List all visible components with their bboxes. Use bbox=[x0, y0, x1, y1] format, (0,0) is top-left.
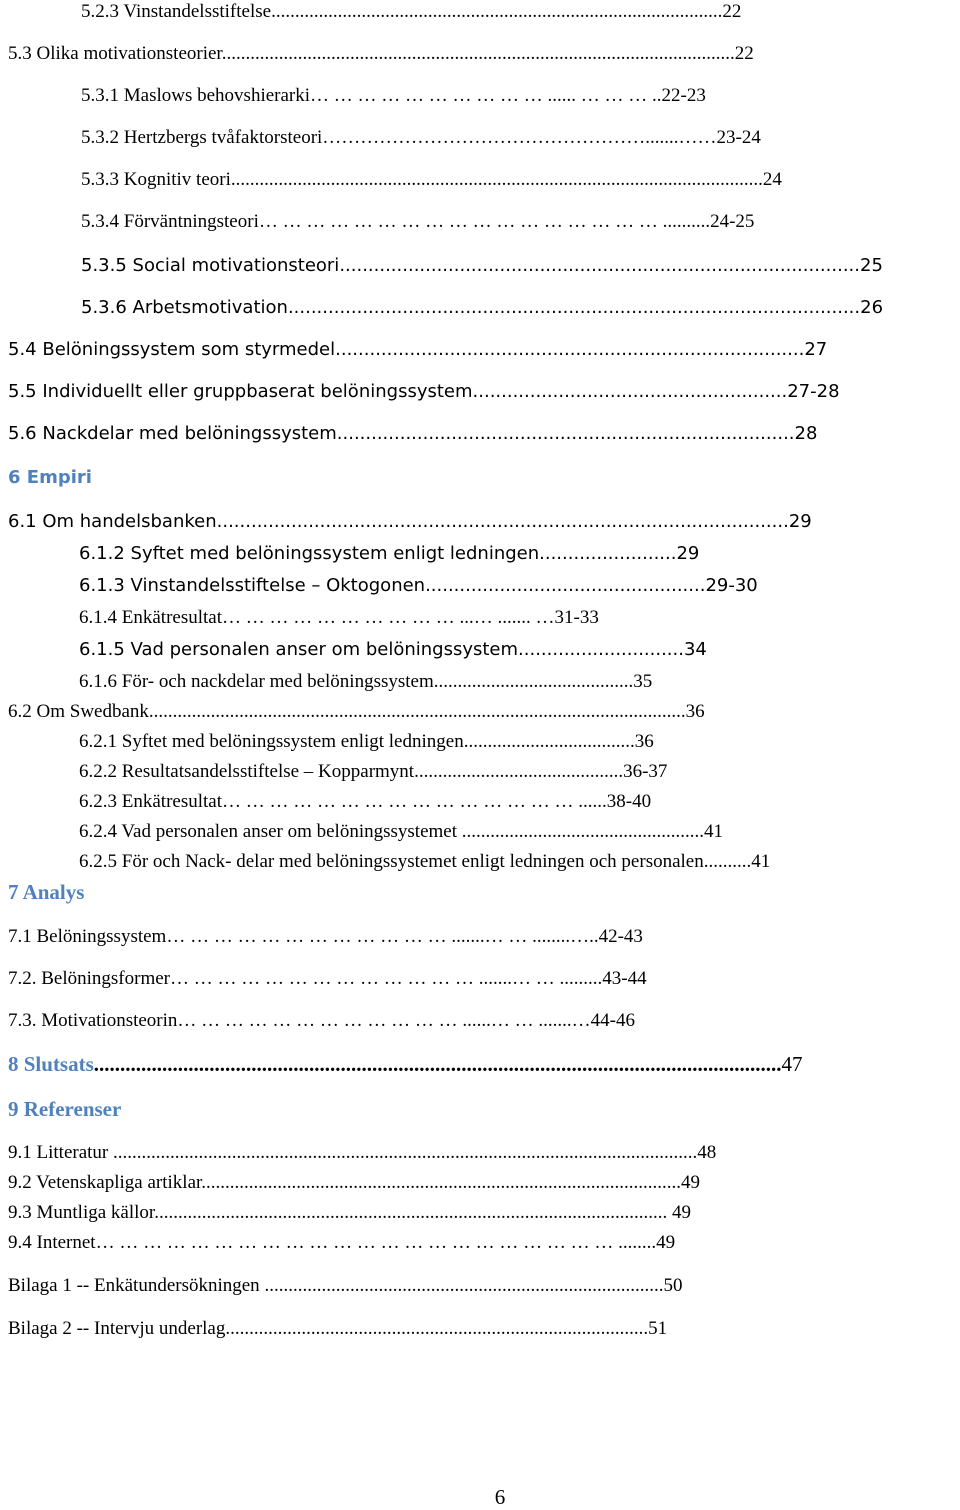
toc-entry-label: 7.2. Belöningsformer bbox=[8, 968, 171, 989]
toc-entry-label: 9.1 Litteratur bbox=[8, 1142, 113, 1163]
toc-leader: … … … … … … … … … … ...… ....... … bbox=[222, 607, 555, 628]
toc-leader: .................................................................................................... bbox=[287, 297, 861, 318]
section-heading[interactable] bbox=[8, 1051, 803, 1077]
toc-entry-label: 6.1.5 Vad personalen anser om belöningssystem bbox=[79, 639, 519, 660]
toc-leader: ................................................................................................................. bbox=[148, 701, 686, 722]
toc-entry-label: 5.3.4 Förväntningsteori bbox=[81, 211, 259, 232]
toc-page-number: 27 bbox=[804, 339, 828, 360]
toc-entry[interactable] bbox=[8, 1009, 635, 1033]
toc-leader: …………………………………………….......…… bbox=[322, 127, 717, 148]
toc-page-number: 23-24 bbox=[716, 127, 761, 148]
toc-page-number: 50 bbox=[663, 1275, 683, 1296]
toc-entry-label: 6.2.2 Resultatsandelsstiftelse – Kopparmynt bbox=[79, 761, 415, 782]
toc-leader: ............................................................................................... bbox=[271, 1, 723, 22]
section-heading-label: 9 Referenser bbox=[8, 1097, 122, 1121]
page-number: 6 bbox=[494, 1485, 506, 1509]
toc-page-number: 29 bbox=[676, 543, 700, 564]
toc-entry[interactable] bbox=[8, 380, 840, 404]
toc-entry[interactable] bbox=[79, 820, 723, 844]
toc-entry[interactable] bbox=[79, 730, 654, 754]
toc-page-number: 41 bbox=[704, 821, 723, 842]
toc-leader: … … … … … … … … … … … … … .......… … ......... bbox=[170, 968, 603, 989]
toc-entry-label: 7.3. Motivationsteorin bbox=[8, 1010, 178, 1031]
toc-entry-label: 5.3 Olika motivationsteorier bbox=[8, 43, 222, 64]
section-heading-label: 7 Analys bbox=[8, 880, 85, 904]
toc-entry[interactable] bbox=[8, 338, 827, 362]
toc-leader: ............................................................................................................ bbox=[154, 1202, 672, 1223]
toc-entry[interactable] bbox=[79, 606, 599, 630]
toc-leader: .................................... bbox=[463, 731, 635, 752]
toc-page-number: 48 bbox=[697, 1142, 717, 1163]
toc-entry[interactable] bbox=[81, 84, 706, 108]
toc-entry-label: 6.1.6 För- och nackdelar med belöningssystem bbox=[79, 671, 434, 692]
toc-page-number: 49 bbox=[671, 1202, 691, 1223]
toc-entry[interactable] bbox=[8, 1201, 691, 1225]
toc-entry[interactable] bbox=[8, 1141, 716, 1165]
toc-page-number: 49 bbox=[656, 1232, 676, 1253]
toc-leader: ................................................................................................................ bbox=[230, 169, 763, 190]
toc-leader: ................................................... bbox=[457, 821, 704, 842]
toc-entry-label: 6.1.3 Vinstandelsstiftelse – Oktogonen bbox=[79, 575, 426, 596]
toc-page-number: 43-44 bbox=[602, 968, 647, 989]
toc-entry[interactable] bbox=[79, 574, 758, 598]
toc-leader: … … … … … … … … … … … … .......… … ........….. bbox=[166, 926, 599, 947]
toc-page-number: 36 bbox=[685, 701, 705, 722]
toc-page-number: 28 bbox=[794, 423, 818, 444]
toc-leader: ............................. bbox=[518, 639, 684, 660]
toc-entry[interactable] bbox=[81, 296, 883, 320]
toc-entry[interactable] bbox=[8, 42, 754, 66]
toc-entry-label: 9.3 Muntliga källor bbox=[8, 1202, 155, 1223]
toc-entry[interactable] bbox=[79, 638, 707, 662]
toc-page-number: 25 bbox=[860, 255, 883, 276]
toc-entry-label: 5.3.3 Kognitiv teori bbox=[81, 169, 231, 190]
toc-page-number: 27-28 bbox=[787, 381, 840, 402]
section-heading[interactable] bbox=[8, 465, 92, 491]
toc-entry[interactable] bbox=[8, 700, 705, 724]
toc-entry-label: 6.2.1 Syftet med belöningssystem enligt ledningen bbox=[79, 731, 464, 752]
toc-entry-label: 9.4 Internet bbox=[8, 1232, 96, 1253]
toc-entry[interactable] bbox=[81, 254, 883, 278]
toc-page-number: 26 bbox=[860, 297, 884, 318]
section-heading-label: 8 Slutsats bbox=[8, 1052, 94, 1076]
toc-entry[interactable] bbox=[81, 126, 761, 150]
toc-leader: .................................................................................... bbox=[264, 1275, 664, 1296]
toc-leader: .......................................... bbox=[433, 671, 634, 692]
toc-page-number: 29 bbox=[788, 511, 812, 532]
toc-entry[interactable] bbox=[8, 1274, 682, 1298]
toc-entry-label: 5.4 Belöningssystem som styrmedel bbox=[8, 339, 336, 360]
toc-entry-label: 5.3.6 Arbetsmotivation bbox=[81, 297, 288, 318]
toc-page-number: 24 bbox=[762, 169, 782, 190]
toc-leader: … … … … … … … … … … … … … … … … … .......... bbox=[258, 211, 711, 232]
toc-entry-label: 7.1 Belöningssystem bbox=[8, 926, 167, 947]
section-heading[interactable] bbox=[8, 1096, 121, 1122]
toc-leader: ................................................. bbox=[425, 575, 706, 596]
toc-entry[interactable] bbox=[8, 510, 812, 534]
toc-page-number: 22-23 bbox=[661, 85, 706, 106]
toc-page-number: 31-33 bbox=[554, 607, 599, 628]
toc-page-number: 34 bbox=[683, 639, 707, 660]
toc-page-number: 38-40 bbox=[606, 791, 652, 812]
toc-page-number: 29-30 bbox=[705, 575, 758, 596]
toc-leader: .................................................................................. bbox=[335, 339, 805, 360]
toc-entry[interactable] bbox=[8, 1231, 675, 1255]
toc-page-number: 22 bbox=[734, 43, 754, 64]
section-heading-label: 6 Empiri bbox=[8, 467, 92, 488]
toc-entry[interactable] bbox=[8, 967, 647, 991]
toc-leader: … … … … … … … … … … … … … … … ...... bbox=[222, 791, 607, 812]
toc-leader: .................................................................................................... bbox=[216, 511, 789, 532]
toc-page-number: 22 bbox=[722, 1, 742, 22]
toc-leader: … … … … … … … … … … … … ......… … .......… bbox=[177, 1010, 591, 1031]
toc-leader: ............................................ bbox=[414, 761, 624, 782]
toc-entry-label: 6.2.4 Vad personalen anser om belöningssystemet bbox=[79, 821, 457, 842]
toc-page-number: 36-37 bbox=[623, 761, 668, 782]
toc-page-number: 41 bbox=[751, 851, 771, 872]
toc-leader: ......................................................................................... bbox=[225, 1318, 649, 1339]
toc-entry-label: 6.1.2 Syftet med belöningssystem enligt ledningen bbox=[79, 543, 540, 564]
toc-leader: ........................ bbox=[539, 543, 677, 564]
toc-leader: ....................................................... bbox=[472, 381, 788, 402]
toc-entry-label: 5.2.3 Vinstandelsstiftelse bbox=[81, 1, 272, 22]
toc-leader: … … … … … … … … … … ...... … … … .. bbox=[310, 85, 662, 106]
toc-page-number: 35 bbox=[633, 671, 653, 692]
toc-leader: … … … … … … … … … … … … … … … … … … … … … … ........ bbox=[95, 1232, 657, 1253]
toc-leader: ............................................................................................................ bbox=[221, 43, 735, 64]
toc-entry-label: Bilaga 2 -- Intervju underlag bbox=[8, 1318, 226, 1339]
toc-page-number: 49 bbox=[681, 1172, 701, 1193]
toc-entry-label: 5.6 Nackdelar med belöningssystem bbox=[8, 423, 337, 444]
toc-entry[interactable] bbox=[79, 790, 651, 814]
toc-entry[interactable] bbox=[79, 760, 667, 784]
toc-entry[interactable] bbox=[79, 670, 652, 694]
toc-entry[interactable] bbox=[81, 210, 754, 234]
toc-page-number: 44-46 bbox=[590, 1010, 635, 1031]
toc-page-number: 51 bbox=[648, 1318, 668, 1339]
toc-entry-label: 5.3.5 Social motivationsteori bbox=[81, 255, 340, 276]
toc-page-number: 47 bbox=[781, 1052, 803, 1076]
toc-entry[interactable] bbox=[79, 542, 699, 566]
toc-page-number: 42-43 bbox=[598, 926, 643, 947]
toc-entry[interactable] bbox=[8, 1171, 700, 1195]
toc-entry[interactable] bbox=[8, 422, 817, 446]
toc-entry-label: 9.2 Vetenskapliga artiklar bbox=[8, 1172, 202, 1193]
toc-leader: ................................................................................ bbox=[336, 423, 795, 444]
toc-entry[interactable] bbox=[8, 925, 643, 949]
toc-page-number: 24-25 bbox=[710, 211, 755, 232]
toc-entry[interactable] bbox=[81, 168, 782, 192]
toc-entry-label: 6.1 Om handelsbanken bbox=[8, 511, 217, 532]
toc-entry-label: 6.2 Om Swedbank bbox=[8, 701, 149, 722]
toc-leader: ........................................................................................................................... bbox=[113, 1142, 698, 1163]
toc-entry-label: 5.5 Individuellt eller gruppbaserat belöningssystem bbox=[8, 381, 473, 402]
toc-entry-label: Bilaga 1 -- Enkätundersökningen bbox=[8, 1275, 265, 1296]
toc-entry[interactable] bbox=[8, 1317, 667, 1341]
toc-entry[interactable] bbox=[79, 850, 770, 874]
toc-page-number: 36 bbox=[634, 731, 654, 752]
toc-entry-label: 5.3.1 Maslows behovshierarki bbox=[81, 85, 311, 106]
section-heading[interactable] bbox=[8, 879, 84, 905]
toc-entry-label: 6.2.5 För och Nack- delar med belöningssystemet enligt ledningen och personalen bbox=[79, 851, 704, 872]
toc-leader: ..................................................................................................... bbox=[201, 1172, 682, 1193]
toc-leader: ........................................................................................... bbox=[339, 255, 860, 276]
toc-leader: ................................................................................................................................... bbox=[93, 1052, 782, 1076]
toc-entry-label: 5.3.2 Hertzbergs tvåfaktorsteori bbox=[81, 127, 323, 148]
toc-entry-label: 6.2.3 Enkätresultat bbox=[79, 791, 222, 812]
toc-leader: .......... bbox=[703, 851, 752, 872]
toc-entry[interactable] bbox=[81, 0, 741, 24]
toc-entry-label: 6.1.4 Enkätresultat bbox=[79, 607, 222, 628]
